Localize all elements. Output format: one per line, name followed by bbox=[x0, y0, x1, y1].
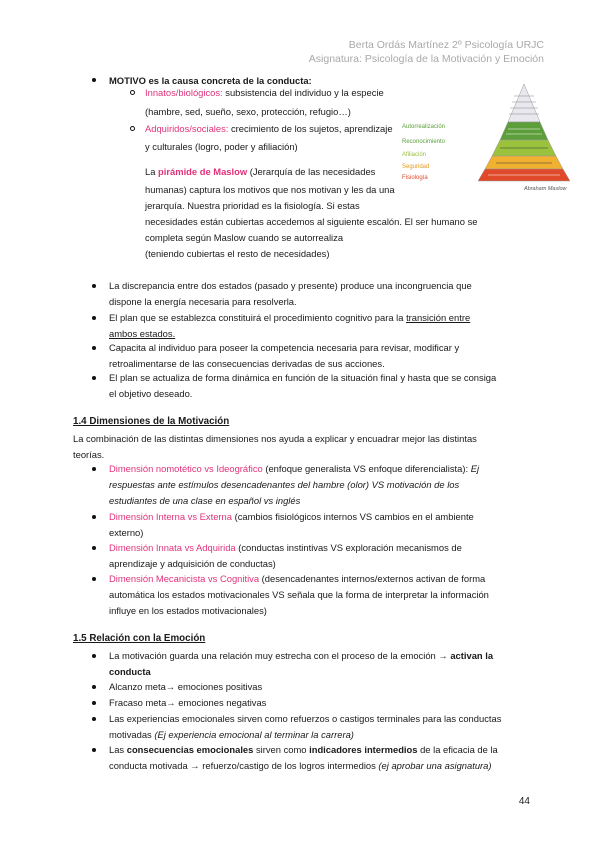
page-header bbox=[309, 38, 544, 66]
adquiridos-text1: crecimiento de los sujetos, aprendizaje bbox=[228, 123, 393, 134]
innatos-line1 bbox=[145, 85, 384, 101]
bullet-icon bbox=[92, 284, 96, 288]
list1-item1-text: El plan que se establezca constituirá el procedimiento cognitivo para la bbox=[109, 312, 407, 323]
circle-bullet-icon bbox=[130, 90, 135, 95]
list1-item2-line1: Capacita al individuo para poseer la competencia necesaria para revisar, modificar y bbox=[109, 342, 460, 353]
page-number: 44 bbox=[518, 796, 530, 807]
list1-item1-underlined: transición entre bbox=[406, 312, 471, 323]
dim0-italic: Ej bbox=[470, 463, 480, 474]
section-14-title: 1.4 Dimensiones de la Motivación bbox=[73, 416, 230, 427]
emo-item0-line2: conducta bbox=[109, 666, 151, 677]
circle-bullet-icon bbox=[130, 126, 135, 131]
dim0-line3: estudiantes de una clase en español vs inglés bbox=[109, 495, 301, 506]
dim3-label: Dimensión Mecanicista vs Cognitiva bbox=[109, 573, 260, 584]
header-author: Berta Ordás Martínez 2º Psicología URJC bbox=[348, 39, 544, 51]
bullet-icon bbox=[92, 685, 96, 689]
emo-item4-t4: conducta motivada → refuerzo/castigo de los logros intermedios bbox=[109, 760, 379, 771]
maslow-prefix: La bbox=[145, 166, 159, 177]
list1-item2-line2: retroalimentarse de las consecuencias derivadas de sus acciones. bbox=[109, 358, 385, 369]
bullet-icon bbox=[92, 515, 96, 519]
list1-item1-line2: ambos estados. bbox=[109, 328, 176, 339]
pyramid-level-seguridad bbox=[485, 156, 563, 169]
emo-item2: Fracaso meta→ emociones negativas bbox=[109, 697, 267, 708]
emo-item4-bold2: indicadores intermedios bbox=[309, 744, 418, 755]
pyramid-label-4: Fisiología bbox=[402, 175, 428, 181]
emo-item0-bold: activan la bbox=[450, 650, 494, 661]
maslow-line1 bbox=[145, 164, 375, 180]
maslow-line2: humanas) captura los motivos que nos motivan y les da una bbox=[145, 184, 395, 195]
dim1-line1 bbox=[109, 509, 474, 525]
dim0-label: Dimensión nomotético vs Ideográfico bbox=[109, 463, 263, 474]
bullet-icon bbox=[92, 78, 96, 82]
pyramid-caption: Abraham Maslow bbox=[524, 186, 567, 192]
pyramid-level-autorrealizacion bbox=[508, 84, 540, 122]
emo-item4-t1: Las bbox=[109, 744, 127, 755]
dim3-text: (desencadenantes internos/externos activan de forma bbox=[259, 573, 486, 584]
bullet-icon bbox=[92, 577, 96, 581]
dim0-line1 bbox=[109, 461, 479, 477]
pyramid-level-reconocimiento bbox=[500, 122, 548, 140]
pyramid-label-2: Afiliación bbox=[402, 152, 427, 158]
section-14-intro2: teorías. bbox=[73, 449, 105, 460]
dim2-text: (conductas instintivas VS exploración mecanismos de bbox=[235, 542, 462, 553]
bullet-icon bbox=[92, 346, 96, 350]
emo-item1: Alcanzo meta→ emociones positivas bbox=[109, 681, 263, 692]
emo-item4-t2: sirven como bbox=[253, 744, 310, 755]
dim3-line3: influye en los estados motivacionales) bbox=[109, 605, 267, 616]
emo-item4-italic: (ej aprobar una asignatura) bbox=[378, 760, 492, 771]
emo-item4-t3: de la eficacia de la bbox=[417, 744, 498, 755]
list1-item0-line2: dispone la energía necesaria para resolverla. bbox=[109, 296, 297, 307]
list1-item0-line1: La discrepancia entre dos estados (pasado y presente) produce una incongruencia que bbox=[109, 280, 472, 291]
adquiridos-label: Adquiridos/sociales: bbox=[145, 123, 229, 134]
header-subject: Asignatura: Psicología de la Motivación y Emoción bbox=[308, 53, 544, 65]
emo-item4-line2 bbox=[109, 758, 492, 774]
emo-item0-line1 bbox=[109, 648, 493, 664]
bullet-icon bbox=[92, 654, 96, 658]
bullet-icon bbox=[92, 748, 96, 752]
list1-item3-line1: El plan se actualiza de forma dinámica en función de la situación final y hasta que se consiga bbox=[109, 372, 497, 383]
dim1-text: (cambios fisiológicos internos VS cambios en el ambiente bbox=[231, 511, 474, 522]
dim0-line2: respuestas ante estímulos desencadenantes del hambre (olor) VS motivación de los bbox=[109, 479, 460, 490]
maslow-line6: (teniendo cubiertas el resto de necesidades) bbox=[145, 248, 330, 259]
pyramid-label-3: Seguridad bbox=[402, 164, 430, 170]
innatos-line2: (hambre, sed, sueño, sexo, protección, refugio…) bbox=[145, 106, 351, 117]
bullet-icon bbox=[92, 316, 96, 320]
section-14-intro1: La combinación de las distintas dimensiones nos ayuda a explicar y encuadrar mejor las distintas bbox=[73, 433, 477, 444]
emo-item4-line1 bbox=[109, 742, 498, 758]
bullet-icon bbox=[92, 717, 96, 721]
pyramid-label-1: Reconocimiento bbox=[402, 139, 446, 145]
dim1-label: Dimensión Interna vs Externa bbox=[109, 511, 232, 522]
maslow-line3: jerarquía. Nuestra prioridad es la fisiología. Si estas bbox=[145, 200, 360, 211]
maslow-pyramid-svg bbox=[402, 80, 572, 192]
emo-item4-bold1: consecuencias emocionales bbox=[126, 744, 254, 755]
list1-item1-line1 bbox=[109, 310, 470, 326]
dim2-line2: aprendizaje y adquisición de conductas) bbox=[109, 558, 276, 569]
adquiridos-line1 bbox=[145, 121, 393, 137]
motivo-title: MOTIVO es la causa concreta de la conducta: bbox=[109, 75, 312, 86]
innatos-label: Innatos/biológicos: bbox=[145, 87, 223, 98]
emo-item3-italic: (Ej experiencia emocional al terminar la carrera) bbox=[154, 729, 354, 740]
bullet-icon bbox=[92, 701, 96, 705]
section-15-title: 1.5 Relación con la Emoción bbox=[73, 633, 206, 644]
list1-item3-line2: el objetivo deseado. bbox=[109, 388, 193, 399]
maslow-pyramid-figure bbox=[402, 80, 572, 192]
emo-item3-text: motivadas bbox=[109, 729, 155, 740]
maslow-name: pirámide de Maslow bbox=[158, 166, 248, 177]
dim2-label: Dimensión Innata vs Adquirida bbox=[109, 542, 236, 553]
maslow-line4: necesidades están cubiertas accedemos al siguiente escalón. El ser humano se bbox=[145, 216, 478, 227]
emo-item3-line1: Las experiencias emocionales sirven como refuerzos o castigos terminales para las conductas bbox=[109, 713, 502, 724]
bullet-icon bbox=[92, 467, 96, 471]
maslow-line5: completa según Maslow cuando se autorrealiza bbox=[145, 232, 344, 243]
dim1-line2: externo) bbox=[109, 527, 144, 538]
emo-item0-text: La motivación guarda una relación muy estrecha con el proceso de la emoción → bbox=[109, 650, 451, 661]
dim0-text: (enfoque generalista VS enfoque diferencialista): bbox=[262, 463, 471, 474]
bullet-icon bbox=[92, 546, 96, 550]
bullet-icon bbox=[92, 376, 96, 380]
dim2-line1 bbox=[109, 540, 462, 556]
pyramid-label-0: Autorrealización bbox=[402, 124, 446, 130]
emo-item3-line2 bbox=[109, 727, 354, 743]
dim3-line2: automática los estados motivacionales VS señala que la forma de interpretar la información bbox=[109, 589, 489, 600]
dim3-line1 bbox=[109, 571, 485, 587]
innatos-text1: subsistencia del individuo y la especie bbox=[222, 87, 384, 98]
adquiridos-line2: y culturales (logro, poder y afiliación) bbox=[145, 141, 298, 152]
maslow-text1: (Jerarquía de las necesidades bbox=[247, 166, 376, 177]
